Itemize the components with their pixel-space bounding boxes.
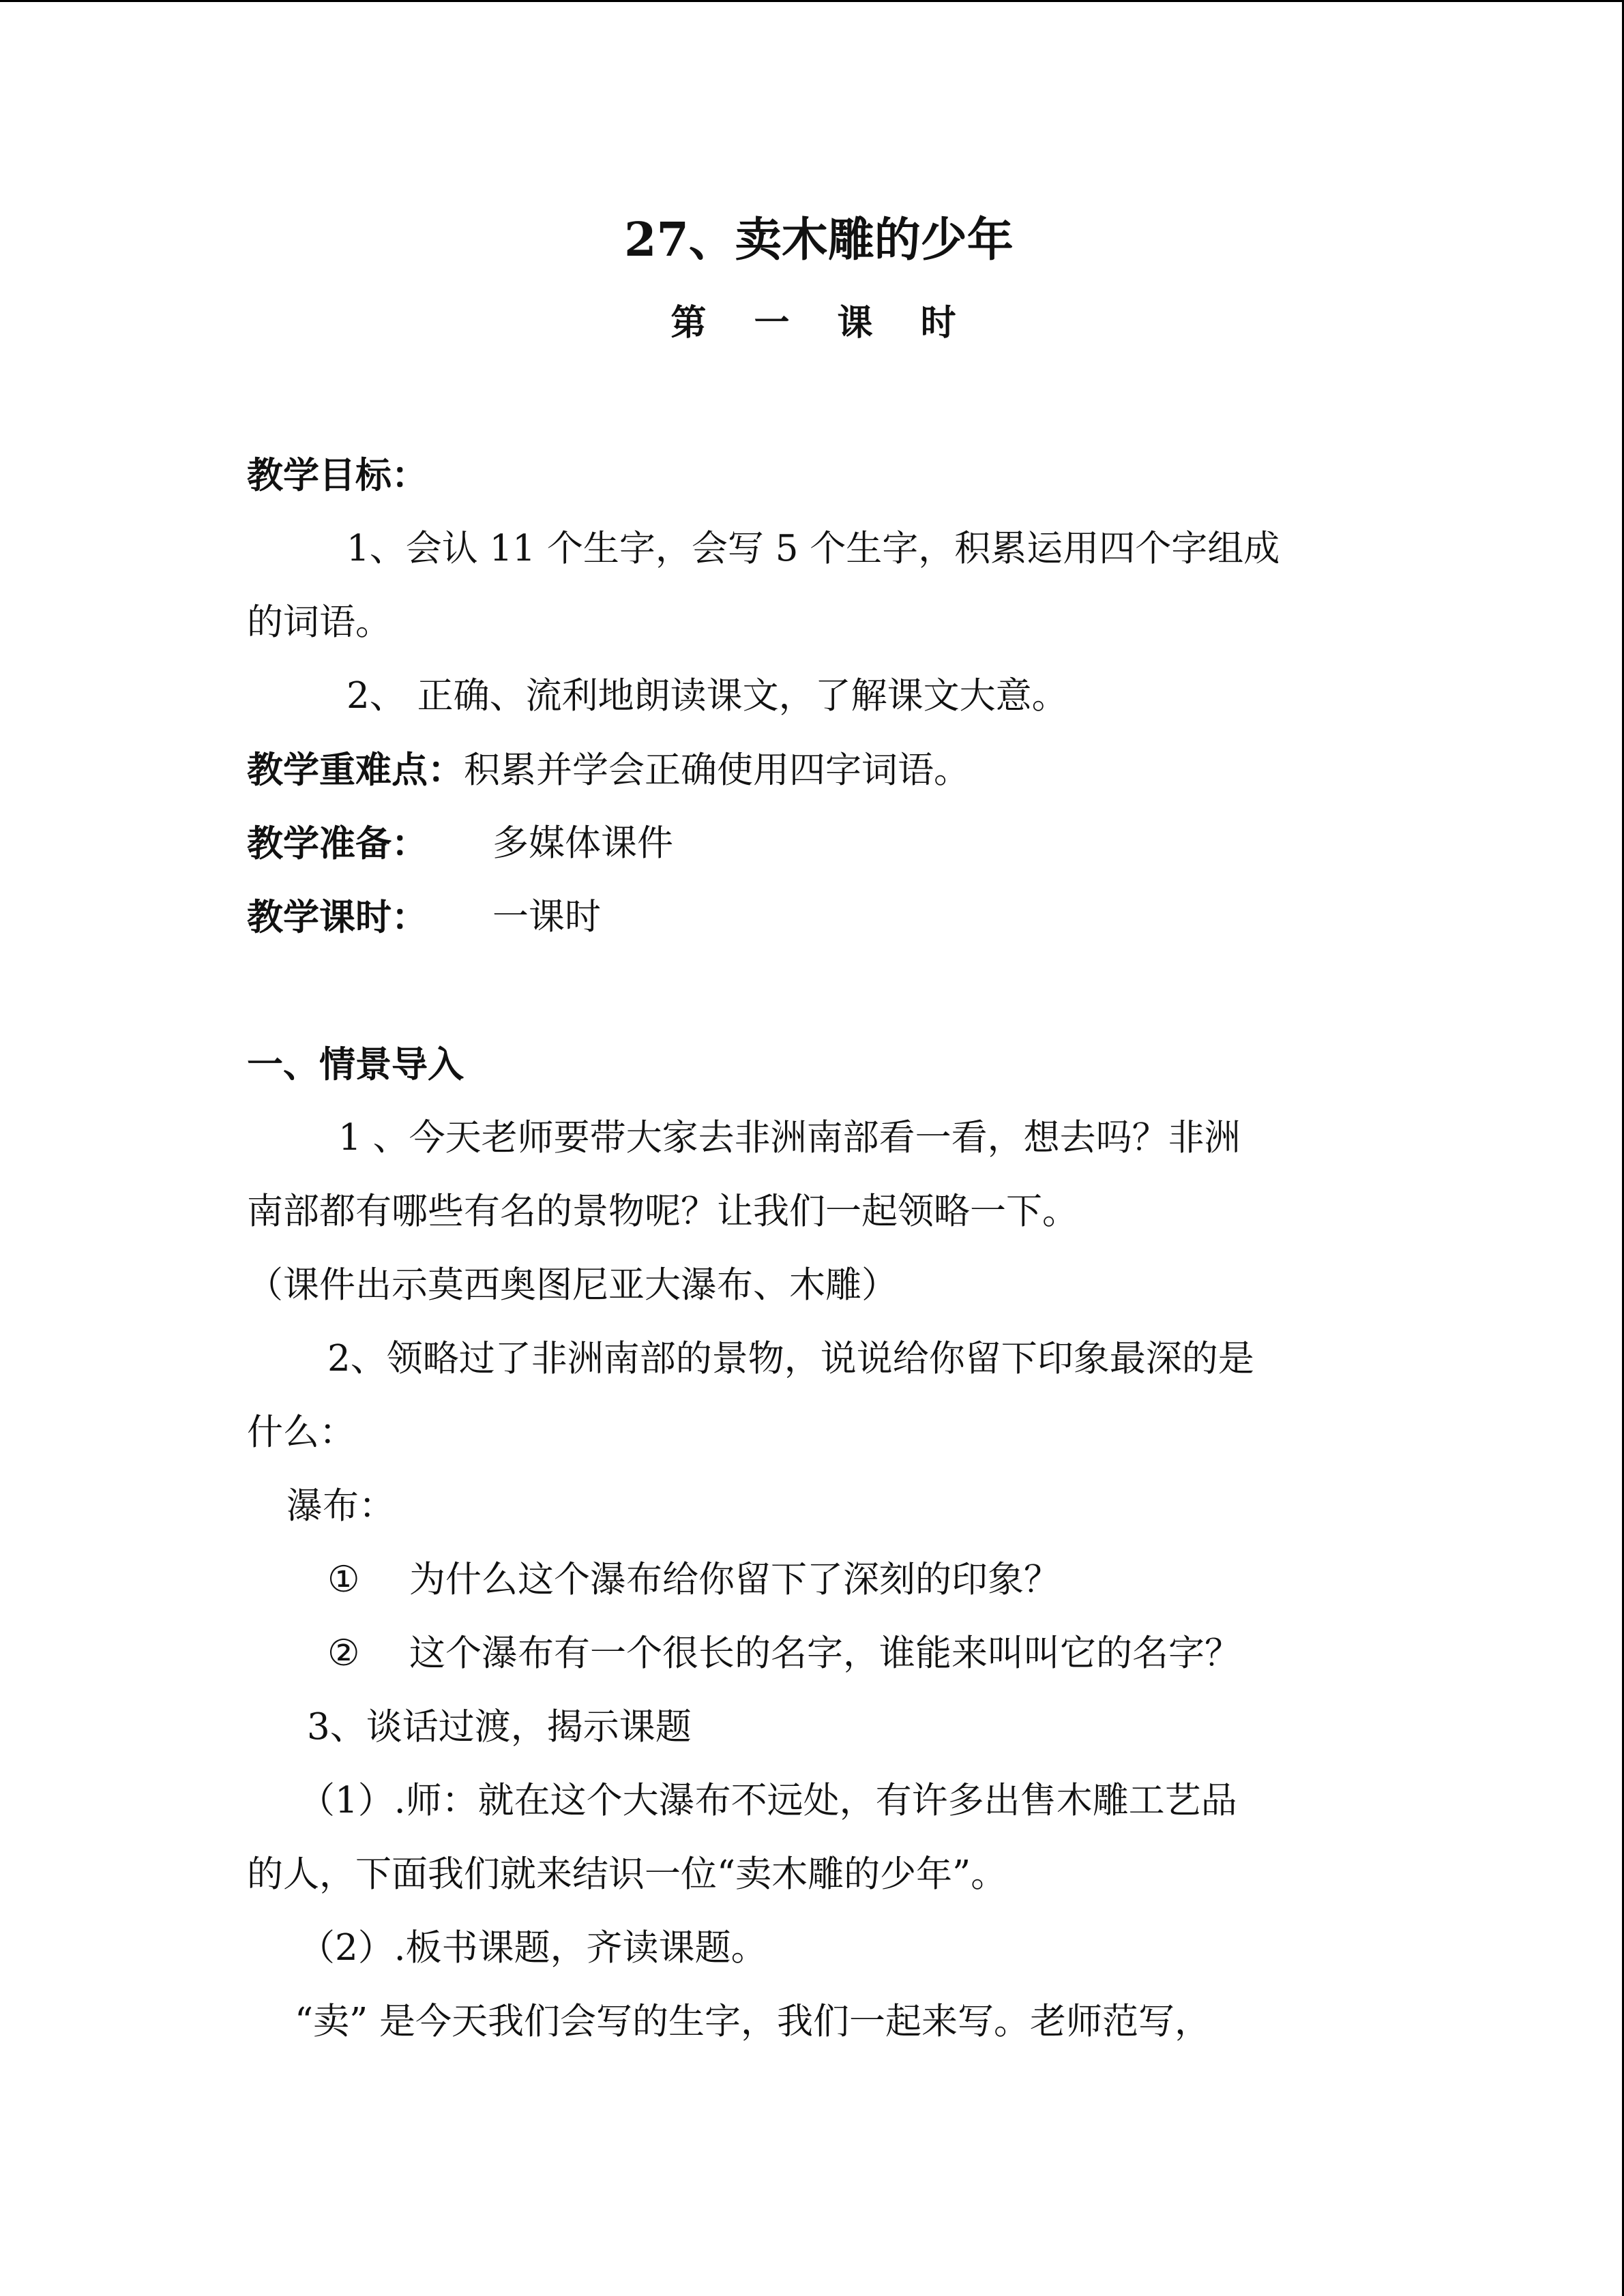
question-1-mark: ① xyxy=(327,1559,360,1600)
section-1-p2-line-1: 2、领略过了非洲南部的景物，说说给你留下印象最深的是 xyxy=(327,1338,1254,1380)
preparation-label: 教学准备： xyxy=(247,822,428,865)
question-1-text: 为什么这个瀑布给你留下了深刻的印象？ xyxy=(409,1559,1060,1600)
section-1-p1-line-1: 1 、今天老师要带大家去非洲南部看一看，想去吗？非洲 xyxy=(338,1117,1241,1159)
duration-row xyxy=(247,895,601,940)
duration-value: 一课时 xyxy=(492,896,601,938)
question-2-text: 这个瀑布有一个很长的名字，谁能来叫叫它的名字？ xyxy=(409,1632,1241,1674)
duration-label: 教学课时： xyxy=(247,896,428,938)
objectives-heading: 教学目标： xyxy=(247,454,428,496)
section-1-p2-line-2: 什么： xyxy=(247,1412,355,1453)
document-title: 27、卖木雕的少年 xyxy=(624,213,1014,267)
key-points-value: 积累并学会正确使用四字词语。 xyxy=(464,749,970,791)
preparation-value: 多媒体课件 xyxy=(492,822,673,864)
objective-2: 2、 正确、流利地朗读课文，了解课文大意。 xyxy=(346,675,1068,717)
sub-1-line-2: 的人，下面我们就来结识一位“卖木雕的少年”。 xyxy=(247,1853,1007,1895)
waterfall-label: 瀑布： xyxy=(286,1485,395,1527)
section-1-p1-line-2: 南部都有哪些有名的景物呢？让我们一起领略一下。 xyxy=(247,1191,1078,1232)
section-1-heading: 一、情景导入 xyxy=(247,1043,464,1086)
lesson-subtitle: 第 一 课 时 xyxy=(670,302,974,344)
objective-1-line-2: 的词语。 xyxy=(247,601,392,643)
section-1-note: （课件出示莫西奥图尼亚大瀑布、木雕） xyxy=(247,1264,898,1306)
key-points-label: 教学重难点： xyxy=(247,749,464,791)
last-line: “卖” 是今天我们会写的生字，我们一起来写。老师范写， xyxy=(295,2001,1211,2042)
section-1-p3: 3、谈话过渡，揭示课题 xyxy=(307,1706,692,1748)
key-points-row xyxy=(247,748,970,792)
preparation-row xyxy=(247,822,673,866)
sub-1-line-1: （1）.师：就在这个大瀑布不远处，有许多出售木雕工艺品 xyxy=(299,1780,1237,1821)
question-2-mark: ② xyxy=(327,1632,360,1674)
sub-2: （2）.板书课题，齐读课题。 xyxy=(299,1927,767,1969)
objective-1-line-1: 1、会认 11 个生字，会写 5 个生字，积累运用四个字组成 xyxy=(346,528,1280,569)
